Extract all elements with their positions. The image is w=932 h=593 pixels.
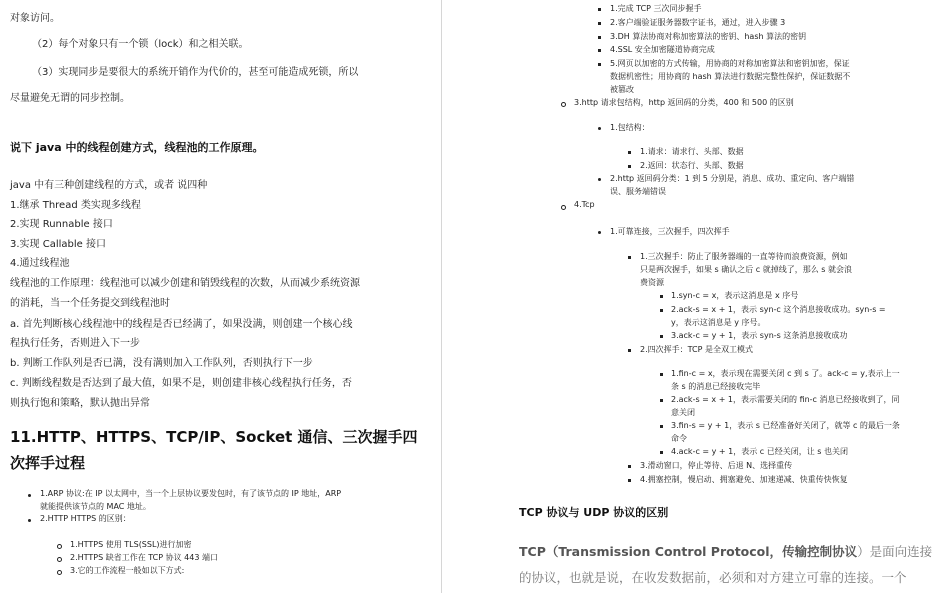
bullet-icon [598, 178, 601, 181]
tcp-definition-suffix: ）是面向连接 [857, 544, 932, 559]
square-bullet-icon [598, 63, 601, 66]
three-way-handshake: 1.三次握手：防止了服务器端的一直等待而浪费资源，例如 [640, 252, 848, 261]
square-bullet-icon [628, 151, 631, 154]
fin-step-3: 3.fin-s = y + 1，表示 s 已经准备好关闭了，就等 c 的最后一条 [671, 421, 900, 430]
square-bullet-icon [628, 349, 631, 352]
question-thread-creation: 说下 java 中的线程创建方式，线程池的工作原理。 [10, 141, 264, 154]
page-divider [441, 0, 442, 593]
question-tcp-udp: TCP 协议与 UDP 协议的区别 [519, 506, 669, 519]
paragraph-object-access: 对象访问。 [10, 13, 60, 24]
square-bullet-icon [628, 479, 631, 482]
pool-step-a-cont: 程执行任务，否则进入下一步 [10, 338, 140, 349]
square-bullet-icon [598, 8, 601, 11]
circle-bullet-icon [57, 557, 62, 562]
tcp-definition [519, 542, 932, 560]
pool-principle: 线程池的工作原理：线程池可以减少创建和销毁线程的次数，从而减少系统资源 [10, 278, 360, 289]
tcp-definition-bold: 传输控制协议 [782, 544, 858, 559]
tcp-reliable: 1.可靠连接，三次握手，四次挥手 [610, 227, 730, 236]
package-request: 1.请求：请求行、头部、数据 [640, 147, 744, 156]
https-flow-3: 3.DH 算法协商对称加密算法的密钥、hash 算法的密钥 [610, 32, 807, 41]
three-way-handshake-cont: 只是两次握手，如果 s 确认之后 c 就掉线了，那么 s 就会浪 [640, 265, 852, 274]
syn-step-1: 1.syn-c = x，表示这消息是 x 序号 [671, 291, 799, 300]
square-bullet-icon [660, 335, 663, 338]
square-bullet-icon [660, 399, 663, 402]
circle-bullet-icon [561, 102, 566, 107]
pool-principle-cont: 的消耗，当一个任务提交到线程池时 [10, 298, 170, 309]
section-heading-11: 11.HTTP、HTTPS、TCP/IP、Socket 通信、三次握手四 [10, 428, 418, 446]
circle-bullet-icon [57, 544, 62, 549]
tcp-definition-cont: 的协议，也就是说，在收发数据前，必须和对方建立可靠的连接。一个 [519, 570, 907, 585]
three-way-handshake-cont2: 费资源 [640, 278, 664, 287]
https-item-2: 2.HTTPS 缺省工作在 TCP 协议 443 端口 [70, 553, 218, 562]
thread-method-4: 4.通过线程池 [10, 258, 70, 269]
bullet-icon [28, 494, 31, 497]
bullet-icon [598, 127, 601, 130]
https-flow-2: 2.客户端验证服务器数字证书，通过，进入步骤 3 [610, 18, 786, 27]
square-bullet-icon [628, 465, 631, 468]
square-bullet-icon [598, 49, 601, 52]
https-item-1: 1.HTTPS 使用 TLS(SSL)进行加密 [70, 540, 192, 549]
syn-step-2: 2.ack-s = x + 1，表示 syn-c 这个消息接收成功。syn-s = [671, 305, 886, 314]
tcp-definition-prefix: TCP（Transmission Control Protocol， [519, 544, 783, 559]
paragraph-lock-3-cont: 尽量避免无谓的同步控制。 [10, 93, 130, 104]
four-way-wave: 2.四次挥手：TCP 是全双工模式 [640, 345, 754, 354]
syn-step-3: 3.ack-c = y + 1，表示 syn-s 这条消息接收成功 [671, 331, 848, 340]
syn-step-2-cont: y，表示这消息是 y 序号。 [671, 318, 766, 327]
https-item-3: 3.它的工作流程一般如以下方式: [70, 566, 185, 575]
http-status-codes: 2.http 返回码分类：1 到 5 分别是，消息、成功、重定向、客户端错 [610, 174, 855, 183]
http-status-codes-cont: 误、服务端错误 [610, 187, 666, 196]
square-bullet-icon [598, 22, 601, 25]
circle-bullet-icon [561, 205, 566, 210]
right-document-page [443, 0, 932, 593]
http-request-structure: 3.http 请求包结构，http 返回码的分类，400 和 500 的区别 [574, 98, 794, 107]
fin-step-2-cont: 意关闭 [671, 408, 695, 417]
https-flow-5-cont: 数据机密性；用协商的 hash 算法进行数据完整性保护，保证数据不 [610, 72, 851, 81]
fin-step-3-cont: 命令 [671, 434, 687, 443]
https-flow-1: 1.完成 TCP 三次同步握手 [610, 4, 702, 13]
https-flow-5-cont2: 被篡改 [610, 85, 634, 94]
fin-step-1-cont: 条 s 的消息已经接收完毕 [671, 382, 761, 391]
bullet-icon [28, 519, 31, 522]
left-document-page [0, 0, 440, 593]
square-bullet-icon [660, 309, 663, 312]
thread-method-1: 1.继承 Thread 类实现多线程 [10, 200, 141, 211]
section-heading-11-cont: 次挥手过程 [10, 454, 86, 472]
arp-protocol: 1.ARP 协议:在 IP 以太网中，当一个上层协议要发包时，有了该节点的 IP 地址，ARP [40, 489, 342, 498]
square-bullet-icon [628, 165, 631, 168]
fin-step-1: 1.fin-c = x，表示现在需要关闭 c 到 s 了。ack-c = y,表示上一 [671, 369, 900, 378]
fin-step-2: 2.ack-s = x + 1，表示需要关闭的 fin-c 消息已经接收到了，同 [671, 395, 900, 404]
http-https-diff: 2.HTTP HTTPS 的区别： [40, 514, 131, 523]
circle-bullet-icon [57, 570, 62, 575]
square-bullet-icon [660, 295, 663, 298]
paragraph-lock-2: （2）每个对象只有一个锁（lock）和之相关联。 [32, 39, 249, 50]
square-bullet-icon [598, 36, 601, 39]
square-bullet-icon [628, 256, 631, 259]
square-bullet-icon [660, 373, 663, 376]
bullet-icon [598, 231, 601, 234]
square-bullet-icon [660, 451, 663, 454]
arp-protocol-cont: 就能提供该节点的 MAC 地址。 [40, 502, 151, 511]
https-flow-4: 4.SSL 安全加密隧道协商完成 [610, 45, 715, 54]
thread-method-3: 3.实现 Callable 接口 [10, 239, 106, 250]
pool-step-b: b. 判断工作队列是否已满，没有满则加入工作队列，否则执行下一步 [10, 358, 313, 369]
tcp-section: 4.Tcp [574, 200, 595, 209]
paragraph-lock-3: （3）实现同步是要很大的系统开销作为代价的，甚至可能造成死锁，所以 [32, 67, 359, 78]
fin-step-4: 4.ack-c = y + 1，表示 c 已经关闭，让 s 也关闭 [671, 447, 848, 456]
thread-method-2: 2.实现 Runnable 接口 [10, 219, 113, 230]
pool-step-c: c. 判断线程数是否达到了最大值，如果不是，则创建非核心线程执行任务，否 [10, 378, 352, 389]
package-response: 2.返回：状态行、头部、数据 [640, 161, 744, 170]
sliding-window: 3.滑动窗口，停止等待、后退 N、选择重传 [640, 461, 793, 470]
thread-intro: java 中有三种创建线程的方式，或者 说四种 [10, 180, 208, 191]
package-structure: 1.包结构： [610, 123, 650, 132]
pool-step-c-cont: 则执行饱和策略，默认抛出异常 [10, 398, 150, 409]
https-flow-5: 5.网页以加密的方式传输，用协商的对称加密算法和密钥加密，保证 [610, 59, 850, 68]
pool-step-a: a. 首先判断核心线程池中的线程是否已经满了，如果没满，则创建一个核心线 [10, 319, 353, 330]
square-bullet-icon [660, 425, 663, 428]
congestion-control: 4.拥塞控制，慢启动、拥塞避免、加速递减、快重传快恢复 [640, 475, 848, 484]
